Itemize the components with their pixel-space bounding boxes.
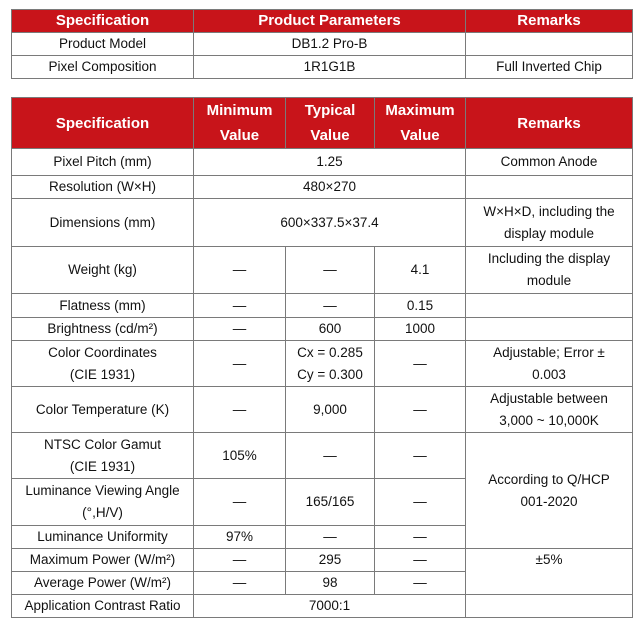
- cell-typ: —: [286, 294, 375, 318]
- header-minimum-value: Minimum Value: [194, 98, 286, 149]
- header-maximum-value: Maximum Value: [375, 98, 466, 149]
- cell-remark: [466, 33, 633, 56]
- cell-value: 480×270: [194, 176, 466, 199]
- cell-param: DB1.2 Pro-B: [194, 33, 466, 56]
- cell-typ: —: [286, 247, 375, 294]
- cell-max: —: [375, 387, 466, 433]
- cell-min: 97%: [194, 526, 286, 549]
- product-summary-table: [11, 9, 633, 79]
- cell-max: —: [375, 549, 466, 572]
- cell-max: 0.15: [375, 294, 466, 318]
- cell-max: —: [375, 479, 466, 526]
- cell-max: —: [375, 433, 466, 479]
- cell-spec: Luminance Viewing Angle (°,H/V): [12, 479, 194, 526]
- cell-typ: Cx = 0.285 Cy = 0.300: [286, 341, 375, 387]
- header-specification: Specification: [12, 98, 194, 149]
- cell-spec: Pixel Composition: [12, 56, 194, 79]
- table-row: [12, 33, 633, 56]
- cell-spec: Average Power (W/m²): [12, 572, 194, 595]
- cell-max: —: [375, 341, 466, 387]
- cell-spec: Application Contrast Ratio: [12, 595, 194, 618]
- cell-min: —: [194, 341, 286, 387]
- cell-max: —: [375, 572, 466, 595]
- cell-spec: Pixel Pitch (mm): [12, 149, 194, 176]
- cell-spec: Flatness (mm): [12, 294, 194, 318]
- cell-typ: 165/165: [286, 479, 375, 526]
- cell-typ: 98: [286, 572, 375, 595]
- cell-spec: Color Temperature (K): [12, 387, 194, 433]
- table-row: [12, 549, 633, 572]
- cell-min: —: [194, 387, 286, 433]
- cell-min: 105%: [194, 433, 286, 479]
- table-row: [12, 176, 633, 199]
- cell-spec: Dimensions (mm): [12, 199, 194, 247]
- table-row: [12, 595, 633, 618]
- cell-min: —: [194, 479, 286, 526]
- table-row: [12, 294, 633, 318]
- cell-spec: Product Model: [12, 33, 194, 56]
- cell-spec: Resolution (W×H): [12, 176, 194, 199]
- cell-param: 1R1G1B: [194, 56, 466, 79]
- table-row: [12, 199, 633, 247]
- table-row: [12, 341, 633, 387]
- cell-min: —: [194, 318, 286, 341]
- cell-typ: 9,000: [286, 387, 375, 433]
- header-typical-value: Typical Value: [286, 98, 375, 149]
- header-product-parameters: Product Parameters: [194, 10, 466, 33]
- header-remarks: Remarks: [466, 10, 633, 33]
- cell-remark: Common Anode: [466, 149, 633, 176]
- cell-value: 1.25: [194, 149, 466, 176]
- header-specification: Specification: [12, 10, 194, 33]
- cell-spec: NTSC Color Gamut (CIE 1931): [12, 433, 194, 479]
- cell-typ: —: [286, 433, 375, 479]
- cell-spec: Brightness (cd/m²): [12, 318, 194, 341]
- cell-remark: [466, 176, 633, 199]
- table-row: [12, 433, 633, 479]
- cell-max: 4.1: [375, 247, 466, 294]
- cell-remark: Including the display module: [466, 247, 633, 294]
- cell-remark: [466, 595, 633, 618]
- cell-remark: Adjustable between 3,000 ~ 10,000K: [466, 387, 633, 433]
- cell-min: —: [194, 549, 286, 572]
- table-row: [12, 247, 633, 294]
- cell-typ: 295: [286, 549, 375, 572]
- cell-typ: —: [286, 526, 375, 549]
- cell-remark: W×H×D, including the display module: [466, 199, 633, 247]
- header-row: [12, 98, 633, 149]
- cell-typ: 600: [286, 318, 375, 341]
- table-row: [12, 387, 633, 433]
- header-row: [12, 10, 633, 33]
- cell-remark: Full Inverted Chip: [466, 56, 633, 79]
- cell-max: 1000: [375, 318, 466, 341]
- specification-table: [11, 97, 633, 618]
- header-remarks: Remarks: [466, 98, 633, 149]
- cell-spec: Luminance Uniformity: [12, 526, 194, 549]
- cell-min: —: [194, 294, 286, 318]
- cell-spec: Weight (kg): [12, 247, 194, 294]
- table-row: [12, 149, 633, 176]
- cell-value: 600×337.5×37.4: [194, 199, 466, 247]
- cell-min: —: [194, 572, 286, 595]
- cell-remark: [466, 294, 633, 318]
- table-row: [12, 56, 633, 79]
- cell-min: —: [194, 247, 286, 294]
- cell-value: 7000:1: [194, 595, 466, 618]
- cell-spec: Color Coordinates (CIE 1931): [12, 341, 194, 387]
- cell-remark: ±5%: [466, 549, 633, 595]
- cell-remark: [466, 318, 633, 341]
- cell-max: —: [375, 526, 466, 549]
- cell-remark: Adjustable; Error ± 0.003: [466, 341, 633, 387]
- cell-spec: Maximum Power (W/m²): [12, 549, 194, 572]
- table-row: [12, 318, 633, 341]
- cell-remark-group: According to Q/HCP 001-2020: [466, 433, 633, 549]
